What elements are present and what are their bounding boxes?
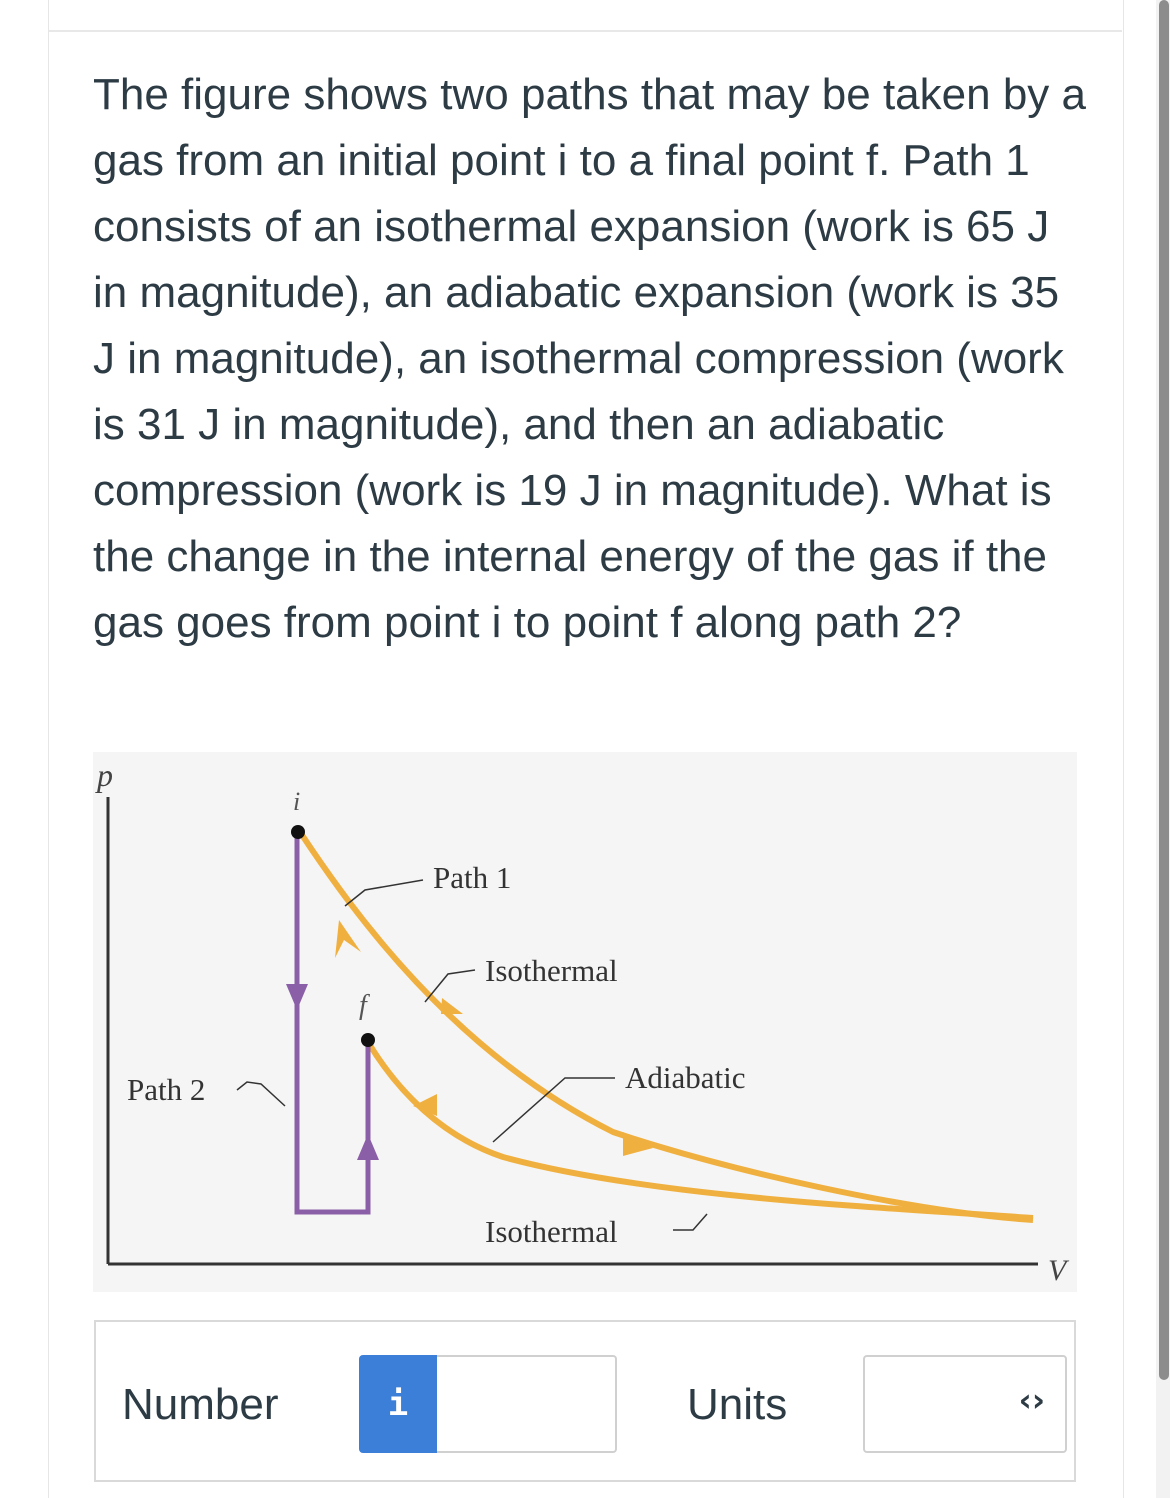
answer-panel xyxy=(94,1320,1076,1482)
point-f xyxy=(361,1033,375,1047)
select-updown-icon: ‹› xyxy=(1018,1381,1045,1419)
scrollbar-thumb[interactable] xyxy=(1159,0,1169,1380)
units-label: Units xyxy=(687,1380,788,1429)
number-label: Number xyxy=(122,1380,279,1429)
info-icon[interactable]: i xyxy=(359,1355,437,1453)
path1-label: Path 1 xyxy=(433,860,512,895)
point-f-label: f xyxy=(359,990,367,1021)
scrollbar[interactable] xyxy=(1156,0,1170,1498)
units-select[interactable] xyxy=(863,1355,1067,1453)
pv-diagram xyxy=(93,752,1077,1292)
adiabatic-label: Adiabatic xyxy=(625,1060,746,1095)
isothermal-top-label: Isothermal xyxy=(485,953,618,988)
path2-label: Path 2 xyxy=(127,1072,206,1107)
y-axis-label: p xyxy=(97,757,113,793)
point-i-label: i xyxy=(293,787,301,816)
point-i xyxy=(291,825,305,839)
question-text: The figure shows two paths that may be taken by a gas from an initial point i to a final point f. Path 1 consists of an isothermal expansion (work is 65 J in magnitude), an adiabatic expansion (work is 35 J in magnitude), an isothermal compression (work is 31 J in magnitude), and then an adiabatic compression (work is 19 J in magnitude). What is the change in the internal energy of the gas if the gas goes from point i to point f along path 2? xyxy=(93,70,1086,647)
number-input[interactable] xyxy=(437,1355,617,1453)
x-axis-label: V xyxy=(1048,1254,1067,1287)
isothermal-bottom-label: Isothermal xyxy=(485,1214,618,1249)
